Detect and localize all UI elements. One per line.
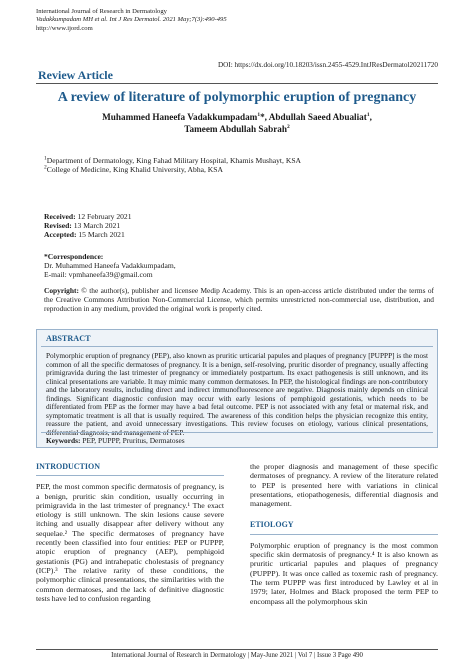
header-divider: [36, 83, 438, 84]
keywords-list: PEP, PUPPP, Pruritus, Dermatoses: [80, 436, 185, 445]
affiliation-sup: 2: [44, 164, 47, 171]
author-line-2: [36, 124, 438, 136]
page-footer: International Journal of Research in Dermatology | May-June 2021 | Vol 7 | Issue 3 Page 490: [111, 652, 363, 659]
author-name: Tameem Abdullah Sabrah: [184, 123, 288, 134]
copyright-label: Copyright:: [44, 286, 79, 295]
author-mark: *,: [260, 112, 269, 122]
affiliation-text: College of Medicine, King Khalid University, Abha, KSA: [46, 165, 223, 175]
author-sup: 1: [366, 111, 370, 118]
affiliation-sup: 1: [44, 155, 47, 162]
author-line-1: [36, 112, 438, 124]
received-value: 12 February 2021: [75, 212, 132, 221]
section-divider: [250, 534, 438, 535]
abstract-heading: ABSTRACT: [46, 334, 91, 343]
journal-name: International Journal of Research in Dermatology: [36, 8, 167, 15]
author-sup: 2: [287, 123, 290, 130]
journal-citation: Vadakkumpadam MH et al. Int J Res Dermatol. 2021 May;7(3):490-495: [36, 16, 227, 24]
correspondence-label: *Correspondence:: [44, 252, 104, 261]
author-list: [36, 112, 438, 135]
correspondence-email[interactable]: E-mail: vpmhaneefa39@gmail.com: [44, 270, 153, 280]
etiology-heading: ETIOLOGY: [250, 520, 294, 530]
abstract-text: Polymorphic eruption of pregnancy (PEP), also known as pruritic urticarial papules and plaques of pregnancy [PUPPP] is the most common of all the specific dermatoses of pregnancy. It is a benign, self-resolving, pruritic disorder of pregnancy, usually affecting primigravida during the last trimester of pregnancy or immediately postpartum. Its exact pathogenesis is still unknown, and its clinical presentations are variable. It may mimic many common dermatoses. In PEP, the histological findings are non-contributory and the laboratory results, including direct and indirect immunofluorescence are negative. Diagnosis mainly depends on clinical findings. Significant diagnostic confusion may occur with early lesions of pemphigoid gestationis, which needs to be differentiated from PEP as the former may have a bad fetal outcome. PEP is not associated with any fetal or maternal risk, and symptomatic treatment is all that is usually required. The awareness of this condition helps the physician recognize this entity, reassure the patient, and avoid unnecessary investigations. This review focuses on etiology, various clinical presentations, differential diagnosis, and management of PEP.: [46, 351, 428, 437]
section-divider: [36, 475, 224, 476]
affiliation-item: [44, 156, 438, 165]
correspondence-name: Dr. Muhammed Haneefa Vadakkumpadam,: [44, 261, 176, 271]
accepted-value: 15 March 2021: [76, 230, 125, 240]
revised-value: 13 March 2021: [71, 221, 121, 231]
correspondence: [44, 252, 438, 280]
journal-url[interactable]: http://www.ijord.com: [36, 24, 93, 32]
introduction-continued: the proper diagnosis and management of these specific dermatoses of pregnancy. A review of the literature related to PEP is presented here with variations in clinical presentations, etiopathogenesis, differential diagnosis and management.: [250, 462, 438, 509]
affiliation-item: [44, 165, 438, 174]
author-name: Muhammed Haneefa Vadakkumpadam: [102, 112, 258, 122]
author-sup: 1: [257, 111, 261, 118]
left-column: [36, 462, 224, 603]
revised-date: [44, 221, 438, 230]
etiology-text: Polymorphic eruption of pregnancy is the most common specific skin dermatosis of pregnancy.⁴ It is also known as pruritic urticarial papules and plaques of pregnancy (PUPPP). It was once called as toxemic rash of pregnancy. The term PUPPP was first introduced by Lawley et al in 1979; later, Holmes and Black proposed the term PEP to encompass all the polymorphous skin: [250, 540, 438, 606]
doi-link[interactable]: DOI: https://dx.doi.org/10.18203/issn.2455-4529.IntJResDermatol20211720: [217, 61, 438, 69]
introduction-heading: INTRODUCTION: [36, 462, 101, 471]
copyright-notice: [44, 286, 434, 313]
revised-label: Revised:: [44, 221, 72, 231]
copyright-text: © the author(s), publisher and licensee Medip Academy. This is an open-access article distributed under the terms of the Creative Commons Attribution Non-Commercial License, which permits unrestricted non-commercial use, distribution, and reproduction in any medium, provided the original work is properly cited.: [44, 286, 434, 313]
abstract-box: [36, 329, 438, 448]
article-type: Review Article: [38, 68, 113, 82]
keywords: [46, 436, 185, 445]
accepted-date: [44, 230, 438, 239]
author-mark: ,: [369, 112, 372, 122]
keywords-divider: [41, 432, 433, 433]
article-dates: [44, 212, 438, 240]
introduction-text: PEP, the most common specific dermatosis of pregnancy, is a benign, pruritic skin condition, usually occurring in primigravida in the last trimester of pregnancy.¹ The exact etiology is still unknown. The skin lesions cause severe itching and usually disappear after delivery without any sequelae.² The specific dermatoses of pregnancy have recently been classified into four entities: PEP or PUPPP, atopic eruption of pregnancy (AEP), pemphigoid gestationis (PG) and intrahepatic cholestasis of pregnancy (ICP).³ The relative rarity of these conditions, the polymorphic clinical presentations, the similarities with the common dermatoses, and the lack of definitive diagnostic tests have led to confusion regarding: [36, 482, 224, 603]
keywords-label: Keywords:: [46, 436, 81, 445]
affiliation-text: Department of Dermatology, King Fahad Military Hospital, Khamis Mushayt, KSA: [46, 156, 302, 165]
right-column: [250, 462, 438, 606]
journal-header: [36, 8, 227, 33]
affiliations: [44, 156, 438, 174]
footer-divider: [36, 649, 438, 650]
abstract-divider: [41, 346, 433, 347]
accepted-label: Accepted:: [44, 230, 77, 240]
received-label: Received:: [44, 212, 76, 221]
received-date: [44, 212, 438, 221]
article-title: A review of literature of polymorphic eruption of pregnancy: [57, 90, 417, 105]
author-name: Abdullah Saeed Abualiat: [268, 112, 367, 122]
